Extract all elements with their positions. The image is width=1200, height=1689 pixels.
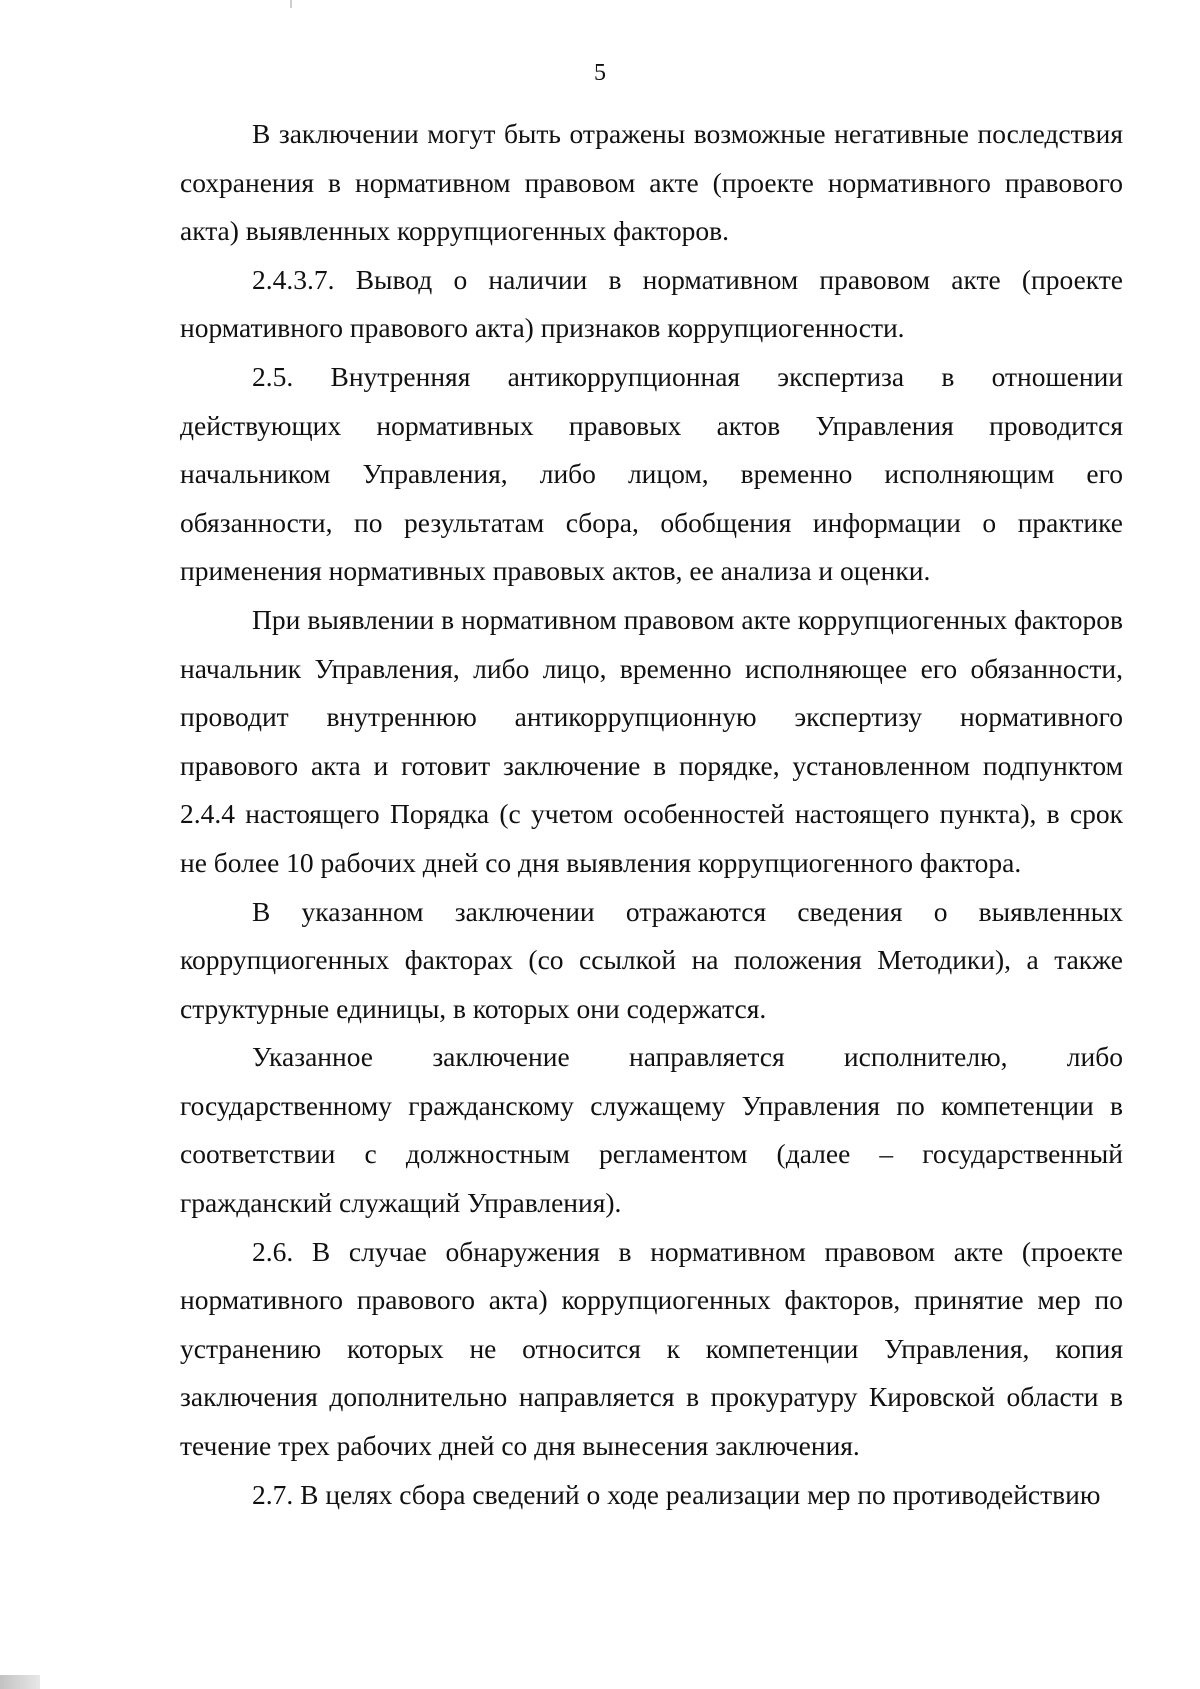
scan-artifact-corner [0, 1675, 40, 1689]
paragraph-conclusion-recipient: Указанное заключение направляется исполнителю, либо государственному гражданскому служащему Управления по компетенции в соответствии с должностным регламентом (далее – государственный гражданский служащий Управления). [180, 1041, 1123, 1219]
paragraph-negative-consequences: В заключении могут быть отражены возможные негативные последствия сохранения в нормативном правовом акте (проекте нормативного правового акта) выявленных коррупциогенных факторов. [180, 118, 1123, 247]
paragraph-2-4-3-7: 2.4.3.7. Вывод о наличии в нормативном правовом акте (проекте нормативного правового акта) признаков коррупциогенности. [180, 263, 1123, 344]
paragraph-2-6: 2.6. В случае обнаружения в нормативном правовом акте (проекте нормативного правового акта) коррупциогенных факторов, принятие мер по устранению которых не относится к компетенции Управления, копия заключения дополнительно направляется в прокуратуру Кировской области в течение трех рабочих дней со дня вынесения заключения. [180, 1235, 1123, 1462]
page-number: 5 [594, 60, 606, 86]
scan-artifact [290, 0, 292, 8]
paragraph-conclusion-content: В указанном заключении отражаются сведения о выявленных коррупциогенных факторах (со ссылкой на положения Методики), а также структурные единицы, в которых они содержатся. [180, 895, 1123, 1024]
paragraph-detection: При выявлении в нормативном правовом акте коррупциогенных факторов начальник Управления, либо лицо, временно исполняющее его обязанности, проводит внутреннюю антикоррупционную экспертизу нормативного правового акта и готовит заключение в порядке, установленном подпунктом 2.4.4 настоящего Порядка (с учетом особенностей настоящего пункта), в срок не более 10 рабочих дней со дня выявления коррупциогенного фактора. [180, 603, 1123, 878]
paragraph-2-5: 2.5. Внутренняя антикоррупционная экспертиза в отношении действующих нормативных правовых актов Управления проводится начальником Управления, либо лицом, временно исполняющим его обязанности, по результатам сбора, обобщения информации о практике применения нормативных правовых актов, ее анализа и оценки. [180, 360, 1123, 587]
document-body [180, 110, 1123, 1519]
paragraph-2-7: 2.7. В целях сбора сведений о ходе реализации мер по противодействию [252, 1478, 1101, 1510]
